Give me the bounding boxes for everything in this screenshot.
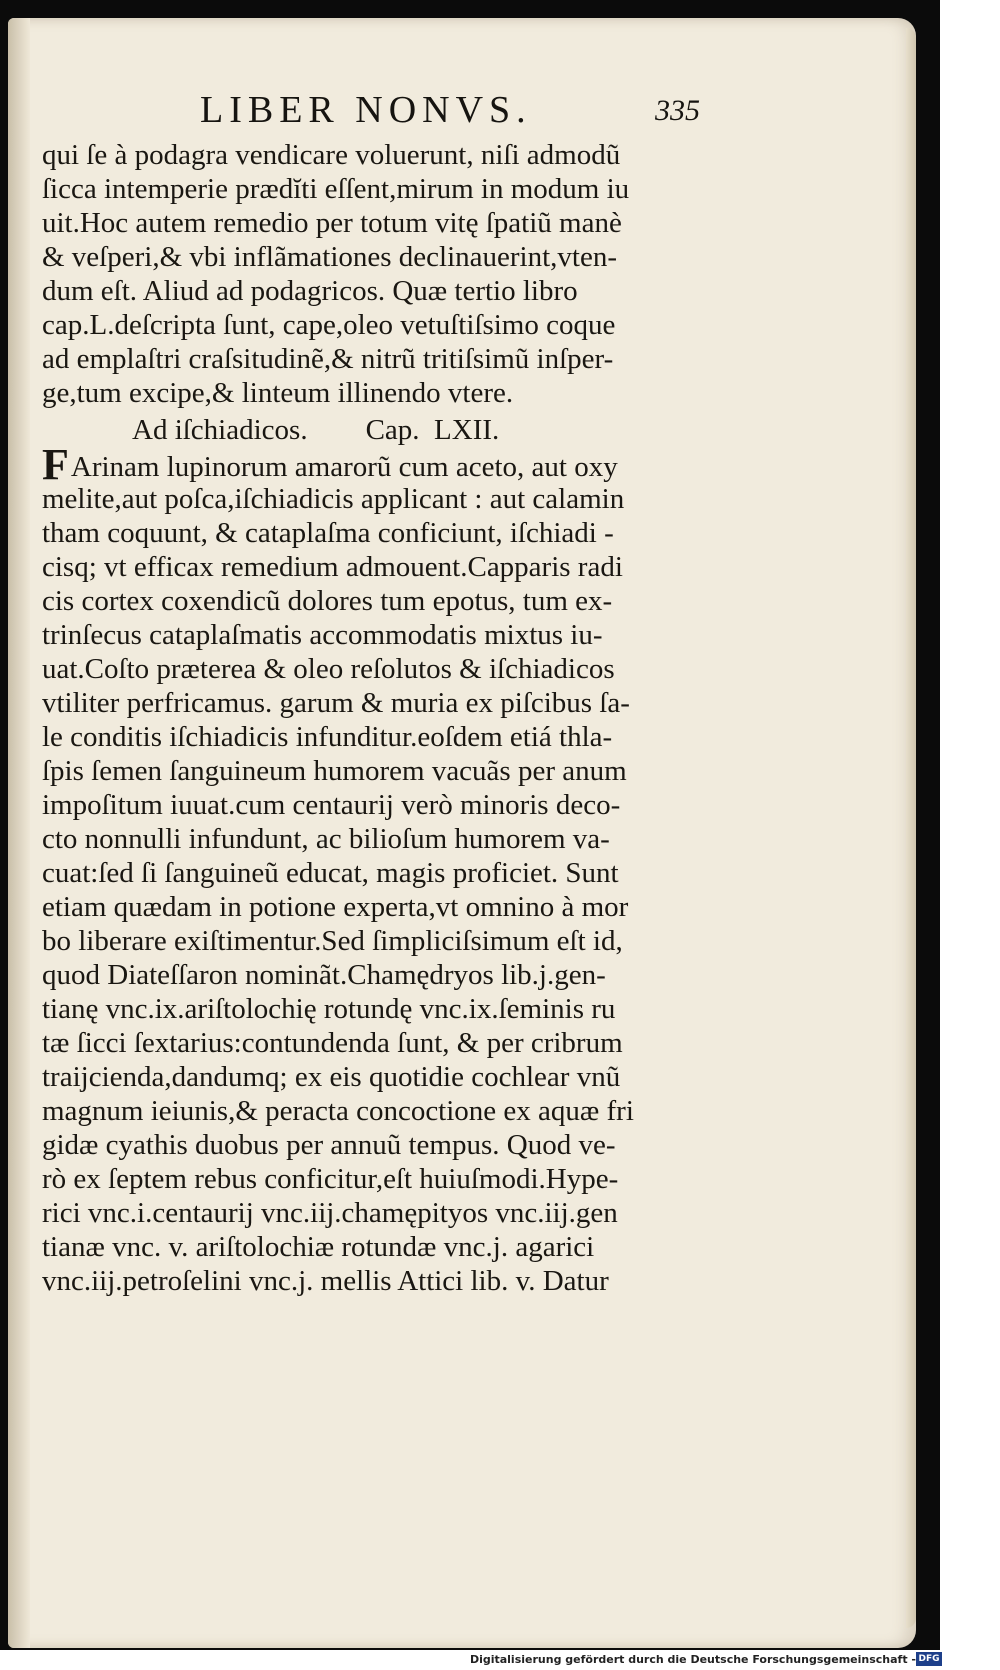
text-line: dum eſt. Aliud ad podagricos. Quæ tertio libro	[42, 275, 578, 307]
text-line: traijcienda,dandumq; ex eis quotidie cochlear vnũ	[42, 1061, 621, 1093]
text-line: melite,aut poſca,iſchiadicis applicant : aut calamin	[42, 483, 625, 515]
text-line: cis cortex coxendicũ dolores tum epotus, tum ex-	[42, 585, 613, 617]
text-line: impoſitum iuuat.cum centaurij verò minoris deco-	[42, 789, 621, 821]
text-line: le conditis iſchiadicis infunditur.eoſdem etiá thla-	[42, 721, 613, 753]
text-line: trinſecus cataplaſmatis accommodatis mixtus iu-	[42, 619, 603, 651]
text-line: tham coquunt, & cataplaſma conficiunt, iſchiadi -	[42, 517, 614, 549]
dfg-logo: DFG	[916, 1652, 942, 1666]
text-line: cuat:ſed ſi ſanguineũ educat, magis proficiet. Sunt	[42, 857, 619, 889]
initial-letter: F	[42, 440, 69, 489]
chapter-first-line	[42, 440, 672, 489]
text-line: magnum ieiunis,& peracta concoctione ex aquæ fri	[42, 1095, 634, 1127]
text-line: rici vnc.i.centaurij vnc.iij.chamępityos vnc.iij.gen	[42, 1197, 618, 1229]
chapter-heading: Ad iſchiadicos. Cap. LXII.	[132, 414, 500, 446]
text-line: bo liberare exiſtimentur.Sed ſimpliciſsimum eſt id,	[42, 925, 623, 957]
text-line: rò ex ſeptem rebus conficitur,eſt huiuſmodi.Hype-	[42, 1163, 619, 1195]
text-line: etiam quædam in potione experta,vt omnino à mor	[42, 891, 629, 923]
page-number: 335	[655, 94, 700, 127]
text-line: vnc.iij.petroſelini vnc.j. mellis Attici lib. v. Datur	[42, 1265, 609, 1297]
text-line: cap.L.deſcripta ſunt, cape,oleo vetuſtiſsimo coque	[42, 309, 616, 341]
text-line: cisq; vt efficax remedium admouent.Capparis radi	[42, 551, 623, 583]
text-line: tianę vnc.ix.ariſtolochię rotundę vnc.ix.ſeminis ru	[42, 993, 616, 1025]
text-line: qui ſe à podagra vendicare voluerunt, niſi admodũ	[42, 139, 621, 171]
text-line: ge,tum excipe,& linteum illinendo vtere.	[42, 377, 514, 409]
text-line: uit.Hoc autem remedio per totum vitę ſpatiũ manè	[42, 207, 622, 239]
text-line: ſicca intemperie prædĭti eſſent,mirum in modum iu	[42, 173, 630, 205]
page-gutter	[8, 18, 30, 1648]
text-line: tianæ vnc. v. ariſtolochiæ rotundæ vnc.j. agarici	[42, 1231, 595, 1263]
text-line: gidæ cyathis duobus per annuũ tempus. Quod ve-	[42, 1129, 616, 1161]
main-text	[42, 138, 672, 1298]
first-line-text: Arinam lupinorum amarorũ cum aceto, aut oxy	[70, 451, 618, 483]
text-line: uat.Coſto præterea & oleo reſolutos & iſchiadicos	[42, 653, 615, 685]
text-line: quod Diateſſaron nominãt.Chamędryos lib.j.gen-	[42, 959, 606, 991]
text-line: cto nonnulli infundunt, ac bilioſum humorem va-	[42, 823, 610, 855]
text-line: vtiliter perfricamus. garum & muria ex piſcibus ſa-	[42, 687, 630, 719]
page-edge	[906, 28, 916, 1628]
text-line: ad emplaſtri craſsitudinẽ,& nitrũ tritiſsimũ inſper-	[42, 343, 614, 375]
running-head: LIBER NONVS.	[200, 89, 532, 131]
text-line: tæ ſicci ſextarius:contundenda ſunt, & per cribrum	[42, 1027, 623, 1059]
text-line: & veſperi,& vbi inflãmationes declinauerint,vten-	[42, 241, 617, 273]
digitization-credit: Digitalisierung gefördert durch die Deutsche Forschungsgemeinschaft -	[469, 1653, 916, 1666]
text-line: ſpis ſemen ſanguineum humorem vacuãs per anum	[42, 755, 627, 787]
